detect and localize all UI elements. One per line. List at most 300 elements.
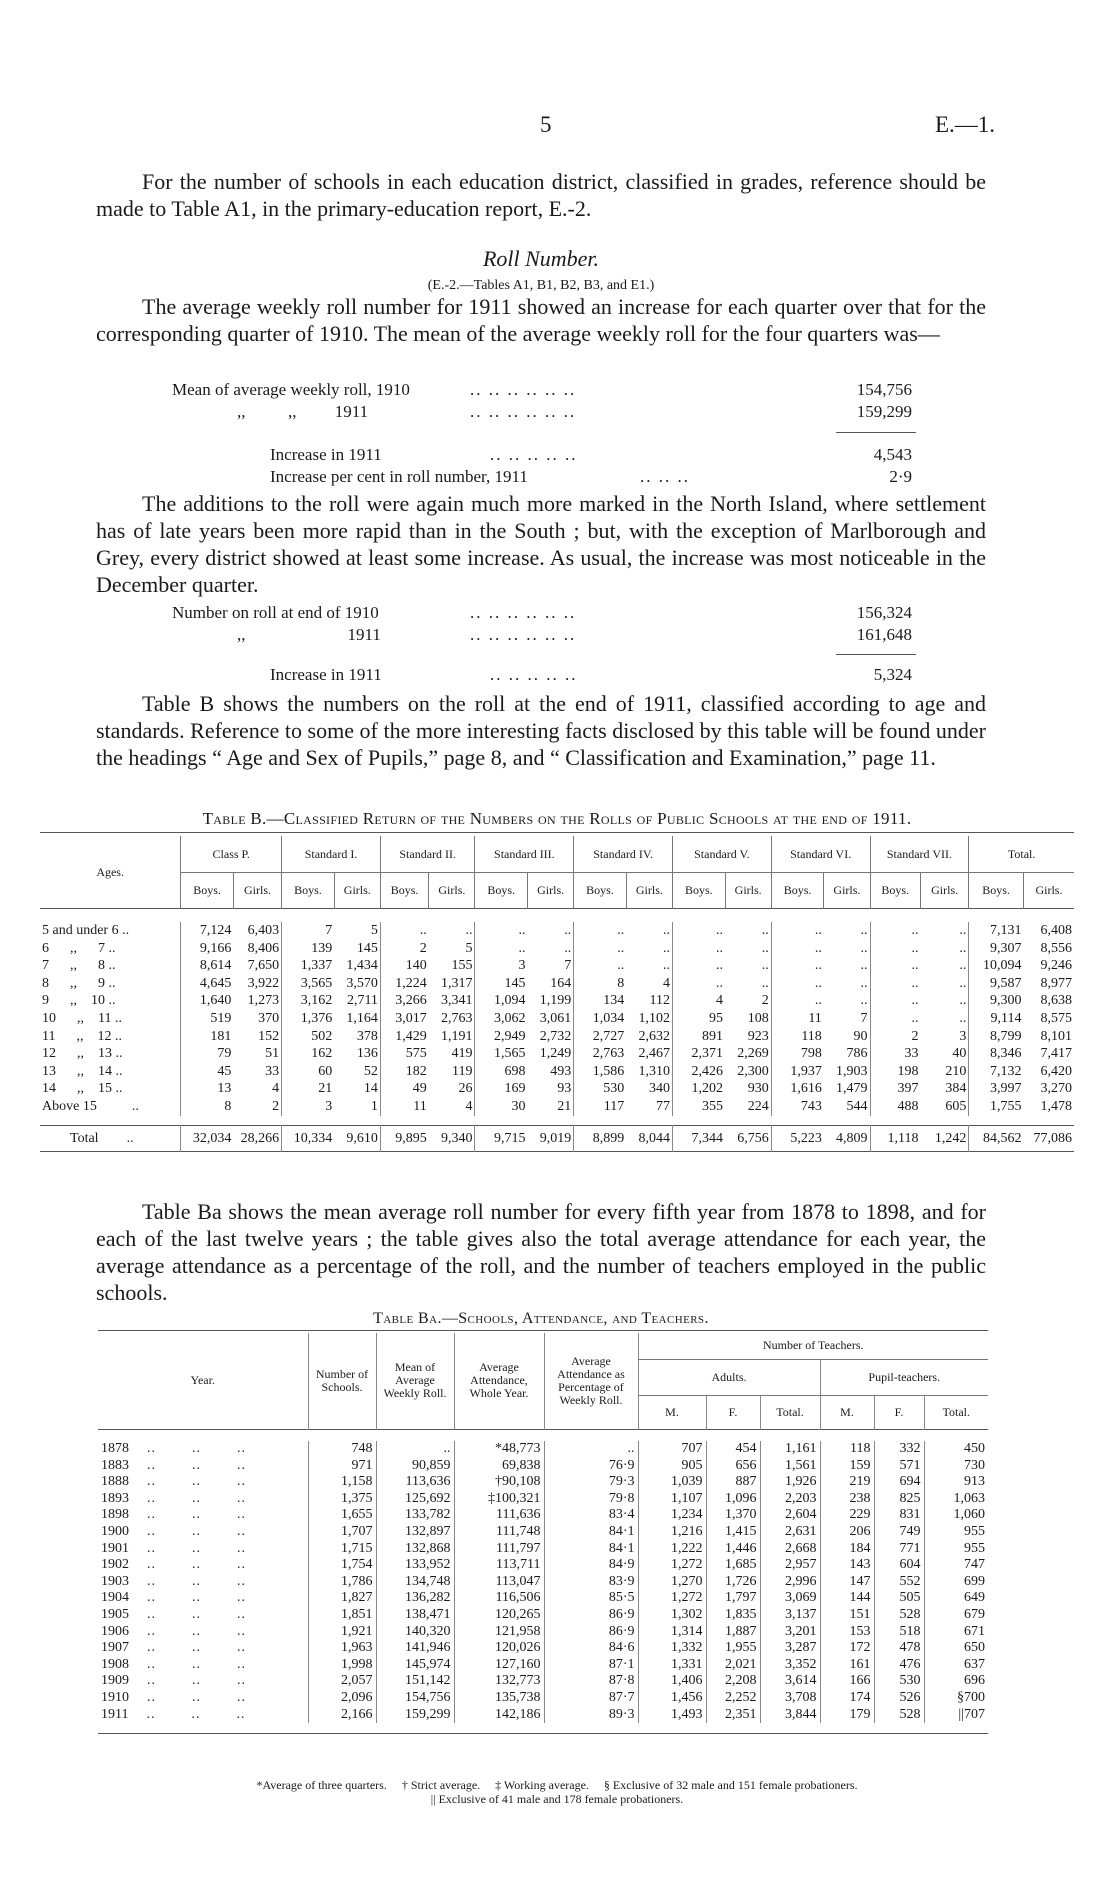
- group-header: Standard I.: [282, 836, 381, 872]
- value-cell: 2,166: [308, 1707, 376, 1724]
- value-cell: 698: [475, 1063, 528, 1081]
- value-cell: 1,937: [771, 1063, 824, 1081]
- value-cell: 2,057: [308, 1673, 376, 1690]
- value-cell: 141,946: [376, 1640, 454, 1657]
- value-cell: 355: [673, 1098, 726, 1116]
- value-cell: 140: [380, 957, 428, 975]
- value-cell: 9,246: [1040, 958, 1072, 974]
- value-cell: ..: [959, 923, 967, 938]
- roll-paragraph-3: Table B shows the numbers on the roll at the end of 1911, classified according to age and standards. Reference to some of the more interesting facts disclosed by this table will be found under the headings “ Age and Sex of Pupils,” page 8, and “ Classification and Examination,” page 11.: [96, 691, 986, 770]
- value-cell: 1,955: [706, 1640, 760, 1657]
- year-cell: 1888: [101, 1474, 129, 1490]
- value-cell: 528: [874, 1607, 924, 1624]
- table-row: [40, 1028, 1074, 1046]
- value-cell: 528: [874, 1707, 924, 1724]
- value-cell: 3: [475, 957, 528, 975]
- value-cell: 52: [363, 1063, 378, 1079]
- value-cell: ..: [870, 922, 920, 940]
- value-cell: 152: [258, 1028, 280, 1044]
- total-subheader: Total.: [760, 1395, 820, 1429]
- value-cell: 450: [924, 1441, 988, 1458]
- value-cell: 9,715: [475, 1126, 528, 1152]
- value-cell: 120,265: [454, 1607, 544, 1624]
- value-cell: 4,645: [181, 975, 234, 993]
- value-cell: 206: [820, 1524, 874, 1541]
- value-cell: 575: [380, 1045, 428, 1063]
- value-cell: 1,493: [638, 1707, 706, 1724]
- table-b-top-rule: [40, 832, 1074, 833]
- value-cell: 108: [747, 1010, 769, 1026]
- value-cell: 169: [475, 1080, 528, 1098]
- value-cell: ..: [870, 940, 920, 958]
- value-cell: ‡100,321: [454, 1491, 544, 1508]
- value-cell: 1,317: [440, 975, 473, 991]
- stat-value: 154,756: [856, 380, 912, 399]
- value-cell: 8,044: [638, 1130, 671, 1146]
- leader-dots: .. .. .. .. .. ..: [470, 380, 577, 399]
- value-cell: 3,922: [247, 975, 280, 991]
- value-cell: 113,047: [454, 1574, 544, 1591]
- table-row: [40, 1063, 1074, 1081]
- value-cell: 3,062: [475, 1010, 528, 1028]
- value-cell: 33: [870, 1045, 920, 1063]
- value-cell: 1,375: [308, 1491, 376, 1508]
- value-cell: 650: [924, 1640, 988, 1657]
- year-cell: 1900: [101, 1523, 129, 1539]
- value-cell: 1,234: [638, 1507, 706, 1524]
- document-reference: E.—1.: [935, 112, 996, 137]
- leader-dots: .. .. ..: [147, 1474, 246, 1490]
- value-cell: 83·4: [544, 1507, 638, 1524]
- spacer-row: [98, 1429, 988, 1441]
- table-ba-paragraph: Table Ba shows the mean average roll number for every fifth year from 1878 to 1898, and for each of the last twelve years ; the table gives also the total average attendance for each year, the average attendance as a percentage of the roll, and the number of teachers employed in the public schools.: [96, 1199, 986, 1305]
- leader-dots: .. .. ..: [147, 1457, 246, 1473]
- value-cell: 571: [874, 1458, 924, 1475]
- value-cell: 3,352: [760, 1657, 820, 1674]
- value-cell: 4: [465, 1098, 473, 1114]
- value-cell: 3,570: [346, 975, 378, 991]
- value-cell: 8,556: [1040, 940, 1072, 956]
- value-cell: 2,467: [638, 1046, 671, 1062]
- table-row: [98, 1624, 988, 1641]
- roll-number-source: (E.-2.—Tables A1, B1, B2, B3, and E1.): [427, 278, 655, 293]
- value-cell: 5,223: [771, 1126, 824, 1152]
- girls-subheader: Girls.: [725, 872, 771, 908]
- value-cell: 147: [820, 1574, 874, 1591]
- year-cell: 1902: [101, 1557, 129, 1573]
- value-cell: 3,708: [760, 1690, 820, 1707]
- value-cell: 530: [874, 1673, 924, 1690]
- leader-dots: .. .. ..: [147, 1557, 246, 1573]
- value-cell: ..: [663, 958, 671, 974]
- m-subheader: M.: [638, 1395, 706, 1429]
- value-cell: 1,314: [638, 1624, 706, 1641]
- age-cell: 11 ,, 12 ..: [42, 1028, 122, 1044]
- value-cell: 397: [870, 1080, 920, 1098]
- leader-dots: .. .. ..: [147, 1590, 246, 1606]
- table-row: [40, 1098, 1074, 1116]
- value-cell: 1,039: [638, 1474, 706, 1491]
- mean-roll-header: Mean of Average Weekly Roll.: [376, 1333, 454, 1429]
- boys-subheader: Boys.: [673, 872, 726, 908]
- value-cell: 923: [747, 1028, 769, 1044]
- value-cell: 1,415: [706, 1524, 760, 1541]
- stat-label: Increase per cent in roll number, 1911: [270, 467, 528, 486]
- leader-dots: .. .. ..: [147, 1540, 246, 1556]
- value-cell: 9,019: [539, 1130, 572, 1146]
- table-b: [40, 836, 1074, 1152]
- value-cell: 111,636: [454, 1507, 544, 1524]
- value-cell: 1,191: [440, 1028, 473, 1044]
- value-cell: ..: [771, 957, 824, 975]
- value-cell: 488: [870, 1098, 920, 1116]
- table-row: [98, 1590, 988, 1607]
- value-cell: ..: [564, 940, 572, 956]
- stat-value: 161,648: [856, 625, 912, 644]
- value-cell: 1,273: [247, 993, 280, 1009]
- value-cell: 118: [820, 1441, 874, 1458]
- year-cell: 1901: [101, 1540, 129, 1556]
- group-header: Total.: [969, 836, 1074, 872]
- leader-dots: .. .. .. .. .. ..: [470, 625, 577, 644]
- value-cell: 3,017: [380, 1010, 428, 1028]
- value-cell: 1,715: [308, 1541, 376, 1558]
- value-cell: 340: [649, 1081, 671, 1097]
- value-cell: 87·1: [544, 1657, 638, 1674]
- value-cell: 132,868: [376, 1541, 454, 1558]
- value-cell: 8,977: [1040, 975, 1072, 991]
- value-cell: 87·7: [544, 1690, 638, 1707]
- value-cell: 1,161: [760, 1441, 820, 1458]
- value-cell: 2,632: [638, 1028, 671, 1044]
- value-cell: 699: [924, 1574, 988, 1591]
- value-cell: 1,851: [308, 1607, 376, 1624]
- value-cell: 1,616: [771, 1080, 824, 1098]
- value-cell: 198: [870, 1063, 920, 1081]
- value-cell: 154,756: [376, 1690, 454, 1707]
- value-cell: ||707: [924, 1707, 988, 1724]
- value-cell: 749: [874, 1524, 924, 1541]
- value-cell: 1,202: [673, 1080, 726, 1098]
- value-cell: 1,332: [638, 1640, 706, 1657]
- value-cell: 45: [181, 1063, 234, 1081]
- value-cell: 384: [945, 1081, 967, 1097]
- value-cell: 7: [564, 958, 572, 974]
- value-cell: ..: [544, 1441, 638, 1458]
- age-cell: 5 and under 6 ..: [42, 923, 130, 938]
- m-subheader: M.: [820, 1395, 874, 1429]
- value-cell: 181: [181, 1028, 234, 1046]
- leader-dots: .. .. ..: [147, 1507, 246, 1523]
- value-cell: 113,711: [454, 1557, 544, 1574]
- value-cell: 493: [550, 1063, 572, 1079]
- value-cell: 155: [451, 958, 473, 974]
- value-cell: ..: [376, 1441, 454, 1458]
- value-cell: 1,222: [638, 1541, 706, 1558]
- value-cell: ..: [959, 975, 967, 991]
- value-cell: ..: [870, 975, 920, 993]
- value-cell: ..: [663, 940, 671, 956]
- boys-subheader: Boys.: [771, 872, 824, 908]
- value-cell: 134: [574, 992, 627, 1010]
- table-row: [40, 957, 1074, 975]
- table-row: [98, 1441, 988, 1458]
- value-cell: 145,974: [376, 1657, 454, 1674]
- value-cell: 151: [820, 1607, 874, 1624]
- stat-label: ,, ,, 1911: [237, 402, 369, 421]
- year-cell: 1898: [101, 1507, 129, 1523]
- value-cell: 7,650: [247, 958, 280, 974]
- value-cell: 1,754: [308, 1557, 376, 1574]
- value-cell: 2,604: [760, 1507, 820, 1524]
- value-cell: ..: [771, 992, 824, 1010]
- roll-paragraph-1: The average weekly roll number for 1911 showed an increase for each quarter over that for the corresponding quarter of 1910. The mean of the average weekly roll for the four quarters was—: [96, 294, 986, 346]
- value-cell: 332: [874, 1441, 924, 1458]
- value-cell: 151,142: [376, 1673, 454, 1690]
- value-cell: 7,417: [1040, 1046, 1072, 1062]
- value-cell: 161: [820, 1657, 874, 1674]
- value-cell: 530: [574, 1080, 627, 1098]
- leader-dots: .. .. ..: [147, 1490, 246, 1506]
- value-cell: 117: [574, 1098, 627, 1116]
- value-cell: 1,063: [924, 1491, 988, 1508]
- value-cell: ..: [574, 922, 627, 940]
- value-cell: 1,370: [706, 1507, 760, 1524]
- value-cell: 84·6: [544, 1640, 638, 1657]
- value-cell: 164: [550, 975, 572, 991]
- value-cell: 21: [282, 1080, 335, 1098]
- value-cell: 370: [258, 1010, 280, 1026]
- value-cell: 3,844: [760, 1707, 820, 1724]
- value-cell: ..: [673, 940, 726, 958]
- value-cell: 1,921: [308, 1624, 376, 1641]
- value-cell: 930: [747, 1081, 769, 1097]
- table-row: [98, 1640, 988, 1657]
- value-cell: 144: [820, 1590, 874, 1607]
- value-cell: 1,827: [308, 1590, 376, 1607]
- value-cell: 2,957: [760, 1557, 820, 1574]
- value-cell: ..: [771, 975, 824, 993]
- value-cell: 69,838: [454, 1458, 544, 1475]
- value-cell: 8,101: [1040, 1028, 1072, 1044]
- value-cell: 1,242: [934, 1130, 967, 1146]
- value-cell: 5: [370, 923, 378, 938]
- leader-dots: .. .. ..: [147, 1441, 246, 1456]
- value-cell: 2,351: [706, 1707, 760, 1724]
- value-cell: 229: [820, 1507, 874, 1524]
- value-cell: 83·9: [544, 1574, 638, 1591]
- value-cell: ..: [771, 940, 824, 958]
- roll-paragraph-2: The additions to the roll were again much more marked in the North Island, where settlement has of late years been more rapid than in the South ; but, with the exception of Marlborough and Grey, every district showed at least some increase. As usual, the increase was most noticeable in the December quarter.: [96, 491, 986, 597]
- value-cell: 2: [870, 1028, 920, 1046]
- value-cell: 93: [557, 1081, 572, 1097]
- value-cell: 1,270: [638, 1574, 706, 1591]
- group-header: Standard III.: [475, 836, 574, 872]
- value-cell: 2,096: [308, 1690, 376, 1707]
- value-cell: *48,773: [454, 1441, 544, 1458]
- value-cell: 8: [181, 1098, 234, 1116]
- value-cell: 476: [874, 1657, 924, 1674]
- value-cell: 86·9: [544, 1624, 638, 1641]
- value-cell: 2,021: [706, 1657, 760, 1674]
- boys-subheader: Boys.: [969, 872, 1024, 908]
- value-cell: ..: [761, 923, 769, 938]
- value-cell: 3: [959, 1028, 967, 1044]
- table-row: [98, 1541, 988, 1558]
- value-cell: 1,903: [836, 1063, 868, 1079]
- value-cell: 13: [181, 1080, 234, 1098]
- value-cell: 166: [820, 1673, 874, 1690]
- value-cell: 9,166: [181, 940, 234, 958]
- table-row: [40, 940, 1074, 958]
- value-cell: 136,282: [376, 1590, 454, 1607]
- table-row: [40, 1045, 1074, 1063]
- table-row: [40, 992, 1074, 1010]
- value-cell: 1,479: [836, 1081, 868, 1097]
- year-cell: 1878: [101, 1441, 129, 1456]
- leader-dots: .. .. ..: [147, 1573, 246, 1589]
- value-cell: 1,998: [308, 1657, 376, 1674]
- table-row: [98, 1458, 988, 1475]
- value-cell: ..: [673, 975, 726, 993]
- value-cell: 1,456: [638, 1690, 706, 1707]
- table-row: [98, 1657, 988, 1674]
- value-cell: 2: [380, 940, 428, 958]
- table-row: [40, 975, 1074, 993]
- value-cell: 1,755: [969, 1098, 1024, 1116]
- value-cell: §700: [924, 1690, 988, 1707]
- leader-dots: .. .. ..: [147, 1673, 246, 1689]
- year-cell: 1910: [101, 1689, 129, 1705]
- value-cell: 905: [638, 1458, 706, 1475]
- girls-subheader: Girls.: [824, 872, 870, 908]
- value-cell: 32,034: [181, 1126, 234, 1152]
- value-cell: 971: [308, 1458, 376, 1475]
- value-cell: 162: [282, 1045, 335, 1063]
- value-cell: 696: [924, 1673, 988, 1690]
- value-cell: 1,797: [706, 1590, 760, 1607]
- value-cell: 1,094: [475, 992, 528, 1010]
- value-cell: 1,786: [308, 1574, 376, 1591]
- year-cell: 1908: [101, 1656, 129, 1672]
- value-cell: ..: [673, 957, 726, 975]
- value-cell: 8,346: [969, 1045, 1024, 1063]
- year-cell: 1911: [101, 1706, 129, 1722]
- value-cell: 1,586: [574, 1063, 627, 1081]
- value-cell: 85·5: [544, 1590, 638, 1607]
- value-cell: ..: [673, 922, 726, 940]
- year-cell: 1903: [101, 1573, 129, 1589]
- table-row: [98, 1524, 988, 1541]
- stat-label: Number on roll at end of 1910: [172, 603, 379, 622]
- girls-subheader: Girls.: [626, 872, 672, 908]
- value-cell: 7: [282, 922, 335, 940]
- boys-subheader: Boys.: [870, 872, 920, 908]
- value-cell: 1,158: [308, 1474, 376, 1491]
- leader-dots: .. .. ..: [146, 1706, 246, 1722]
- stat-label: Increase in 1911: [270, 445, 382, 464]
- value-cell: 4: [673, 992, 726, 1010]
- value-cell: 526: [874, 1690, 924, 1707]
- value-cell: 2,203: [760, 1491, 820, 1508]
- total-subheader: Total.: [924, 1395, 988, 1429]
- value-cell: ..: [475, 940, 528, 958]
- value-cell: 1,565: [475, 1045, 528, 1063]
- value-cell: 182: [380, 1063, 428, 1081]
- value-cell: 14: [363, 1081, 378, 1097]
- value-cell: ..: [860, 958, 868, 974]
- girls-subheader: Girls.: [528, 872, 574, 908]
- value-cell: 8,406: [247, 940, 280, 956]
- value-cell: ..: [959, 993, 967, 1009]
- value-cell: 1,199: [539, 993, 572, 1009]
- value-cell: 1,331: [638, 1657, 706, 1674]
- value-cell: 140,320: [376, 1624, 454, 1641]
- value-cell: 1,926: [760, 1474, 820, 1491]
- value-cell: 184: [820, 1541, 874, 1558]
- boys-subheader: Boys.: [574, 872, 627, 908]
- year-cell: 1909: [101, 1673, 129, 1689]
- leader-dots: .. .. ..: [147, 1640, 246, 1656]
- girls-subheader: Girls.: [334, 872, 380, 908]
- leader-dots: .. .. .. .. .. ..: [470, 402, 577, 421]
- roll-number-heading: Roll Number.: [482, 246, 600, 271]
- value-cell: 139: [282, 940, 335, 958]
- stat-value: 4,543: [873, 445, 912, 464]
- table-row: [40, 1080, 1074, 1098]
- boys-subheader: Boys.: [181, 872, 234, 908]
- group-header: Standard VII.: [870, 836, 969, 872]
- value-cell: 90,859: [376, 1458, 454, 1475]
- value-cell: 3,287: [760, 1640, 820, 1657]
- value-cell: 8,899: [574, 1126, 627, 1152]
- age-cell: 8 ,, 9 ..: [42, 975, 116, 991]
- girls-subheader: Girls.: [920, 872, 968, 908]
- stat-label: Mean of average weekly roll, 1910: [172, 380, 410, 399]
- sum-rule: [836, 654, 916, 655]
- stat-label: ,, 1911: [237, 625, 381, 644]
- value-cell: 771: [874, 1541, 924, 1558]
- value-cell: 2: [761, 993, 769, 1009]
- boys-subheader: Boys.: [380, 872, 428, 908]
- group-header: Standard IV.: [574, 836, 673, 872]
- table-row: [98, 1557, 988, 1574]
- value-cell: ..: [574, 940, 627, 958]
- value-cell: 9,587: [969, 975, 1024, 993]
- value-cell: 1,655: [308, 1507, 376, 1524]
- year-cell: 1904: [101, 1590, 129, 1606]
- value-cell: 1,096: [706, 1491, 760, 1508]
- value-cell: 120,026: [454, 1640, 544, 1657]
- value-cell: 79·8: [544, 1491, 638, 1508]
- stat-label: Increase in 1911: [270, 665, 382, 684]
- value-cell: 679: [924, 1607, 988, 1624]
- value-cell: 3,162: [282, 992, 335, 1010]
- value-cell: ..: [870, 1010, 920, 1028]
- value-cell: 60: [282, 1063, 335, 1081]
- value-cell: 1,434: [346, 958, 378, 974]
- value-cell: 90: [853, 1028, 868, 1044]
- value-cell: 1,685: [706, 1557, 760, 1574]
- value-cell: 7,131: [969, 922, 1024, 940]
- value-cell: 132,773: [454, 1673, 544, 1690]
- age-cell: 6 ,, 7 ..: [42, 940, 116, 956]
- boys-subheader: Boys.: [282, 872, 335, 908]
- value-cell: 4,809: [836, 1130, 868, 1146]
- value-cell: 84·1: [544, 1541, 638, 1558]
- value-cell: 519: [181, 1010, 234, 1028]
- value-cell: 133,782: [376, 1507, 454, 1524]
